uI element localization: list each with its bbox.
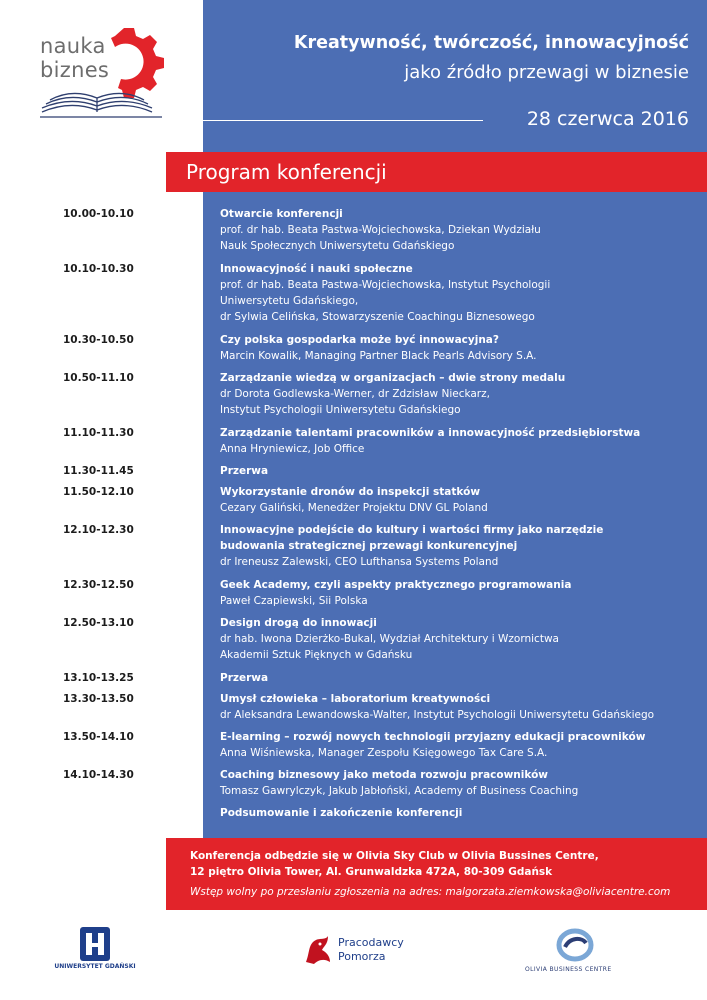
olivia-business-centre-logo (520, 925, 630, 975)
session-title-continued: budowania strategicznej przewagi konkurencyjnej (220, 540, 518, 552)
speaker-line: Uniwersytetu Gdańskiego, (220, 295, 359, 307)
speaker-line: dr Sylwia Celińska, Stowarzyszenie Coachingu Biznesowego (220, 311, 535, 323)
session-title: Zarządzanie talentami pracowników a innowacyjność przedsiębiorstwa (220, 427, 641, 439)
schedule-item (0, 691, 707, 729)
ug-logo (45, 925, 145, 975)
registration-note: Wstęp wolny po przesłaniu zgłoszenia na adres: malgorzata.ziemkowska@oliviacentre.com (190, 886, 671, 898)
speaker-line: Marcin Kowalik, Managing Partner Black Pearls Advisory S.A. (220, 350, 537, 362)
logo-word-biznes: biznes (40, 58, 110, 82)
session-title: Otwarcie konferencji (220, 208, 343, 220)
speaker-line: Nauk Społecznych Uniwersytetu Gdańskiego (220, 240, 455, 252)
schedule-time: 12.50-13.10 (63, 617, 134, 629)
schedule-item (0, 425, 707, 463)
schedule-time: 10.30-10.50 (63, 334, 134, 346)
schedule-item (0, 615, 707, 670)
schedule-time: 12.10-12.30 (63, 524, 134, 536)
session-title: Innowacyjność i nauki społeczne (220, 263, 413, 275)
date-divider (203, 120, 483, 121)
ug-emblem-icon (45, 925, 145, 963)
speaker-line: prof. dr hab. Beata Pastwa-Wojciechowska, Dziekan Wydziału (220, 224, 541, 236)
speaker-line: prof. dr hab. Beata Pastwa-Wojciechowska, Instytut Psychologii (220, 279, 551, 291)
schedule-item (0, 261, 707, 332)
olivia-text: OLIVIA BUSINESS CENTRE (525, 966, 612, 973)
conference-title: Kreatywność, twórczość, innowacyjność (293, 33, 689, 53)
speaker-line: dr Dorota Godlewska-Werner, dr Zdzisław Nieckarz, (220, 388, 490, 400)
speaker-line: Akademii Sztuk Pięknych w Gdańsku (220, 649, 413, 661)
schedule-time: 11.10-11.30 (63, 427, 134, 439)
speaker-line: Cezary Galiński, Menedżer Projektu DNV GL Poland (220, 502, 488, 514)
schedule-item-break (0, 463, 707, 484)
speaker-line: dr hab. Iwona Dzierżko-Bukal, Wydział Architektury i Wzornictwa (220, 633, 559, 645)
session-title: Podsumowanie i zakończenie konferencji (220, 807, 463, 819)
schedule-item (0, 370, 707, 425)
speaker-line: Anna Wiśniewska, Manager Zespołu Księgowego Tax Care S.A. (220, 747, 548, 759)
speaker-line: Anna Hryniewicz, Job Office (220, 443, 365, 455)
session-title: Coaching biznesowy jako metoda rozwoju pracowników (220, 769, 548, 781)
logo-word-nauka: nauka (40, 34, 106, 58)
schedule-time: 11.50-12.10 (63, 486, 134, 498)
schedule-item (0, 577, 707, 615)
session-title: Przerwa (220, 672, 269, 684)
schedule-time: 12.30-12.50 (63, 579, 134, 591)
schedule-time: 11.30-11.45 (63, 465, 134, 477)
session-title: Geek Academy, czyli aspekty praktycznego programowania (220, 579, 572, 591)
session-title: Design drogą do innowacji (220, 617, 377, 629)
schedule-time: 14.10-14.30 (63, 769, 134, 781)
session-title: Umysł człowieka – laboratorium kreatywności (220, 693, 491, 705)
schedule-time: 13.30-13.50 (63, 693, 134, 705)
session-title: E-learning – rozwój nowych technologii przyjazny edukacji pracowników (220, 731, 646, 743)
schedule-time: 13.10-13.25 (63, 672, 134, 684)
speaker-line: Instytut Psychologii Uniwersytetu Gdańskiego (220, 404, 461, 416)
schedule (0, 206, 707, 826)
speaker-line: dr Aleksandra Lewandowska-Walter, Instytut Psychologii Uniwersytetu Gdańskiego (220, 709, 655, 721)
schedule-time: 10.00-10.10 (63, 208, 134, 220)
schedule-item (0, 729, 707, 767)
olivia-swirl-icon (520, 925, 630, 963)
schedule-item-closing (0, 805, 707, 826)
pracodawcy-text: Pracodawcy (338, 936, 404, 949)
venue-line: Konferencja odbędzie się w Olivia Sky Club w Olivia Bussines Centre, (190, 850, 599, 862)
schedule-item (0, 522, 707, 577)
session-title: Wykorzystanie dronów do inspekcji statków (220, 486, 481, 498)
pracodawcy-pomorza-logo (300, 930, 420, 970)
schedule-time: 10.10-10.30 (63, 263, 134, 275)
nauka-biznes-logo (12, 20, 182, 120)
conference-subtitle: jako źródło przewagi w biznesie (404, 62, 689, 83)
pomorza-text: Pomorza (338, 950, 386, 963)
conference-date: 28 czerwca 2016 (526, 108, 689, 130)
schedule-item (0, 332, 707, 370)
session-title: Innowacyjne podejście do kultury i wartości firmy jako narzędzie (220, 524, 604, 536)
griffin-icon (300, 932, 336, 968)
schedule-item (0, 206, 707, 261)
session-title: Czy polska gospodarka może być innowacyjna? (220, 334, 499, 346)
schedule-item (0, 484, 707, 522)
speaker-line: Tomasz Gawrylczyk, Jakub Jabłoński, Academy of Business Coaching (220, 785, 579, 797)
session-title: Zarządzanie wiedzą w organizacjach – dwie strony medalu (220, 372, 566, 384)
program-header-band (166, 152, 707, 192)
program-title: Program konferencji (186, 160, 387, 184)
speaker-line: dr Ireneusz Zalewski, CEO Lufthansa Systems Poland (220, 556, 499, 568)
schedule-item-break (0, 670, 707, 691)
session-title: Przerwa (220, 465, 269, 477)
speaker-line: Paweł Czapiewski, Sii Polska (220, 595, 368, 607)
schedule-item (0, 767, 707, 805)
venue-info-band (166, 838, 707, 910)
schedule-time: 10.50-11.10 (63, 372, 134, 384)
address-line: 12 piętro Olivia Tower, Al. Grunwaldzka 472A, 80-309 Gdańsk (190, 866, 553, 878)
schedule-time: 13.50-14.10 (63, 731, 134, 743)
ug-logo-text: UNIWERSYTET GDAŃSKI (54, 963, 136, 970)
